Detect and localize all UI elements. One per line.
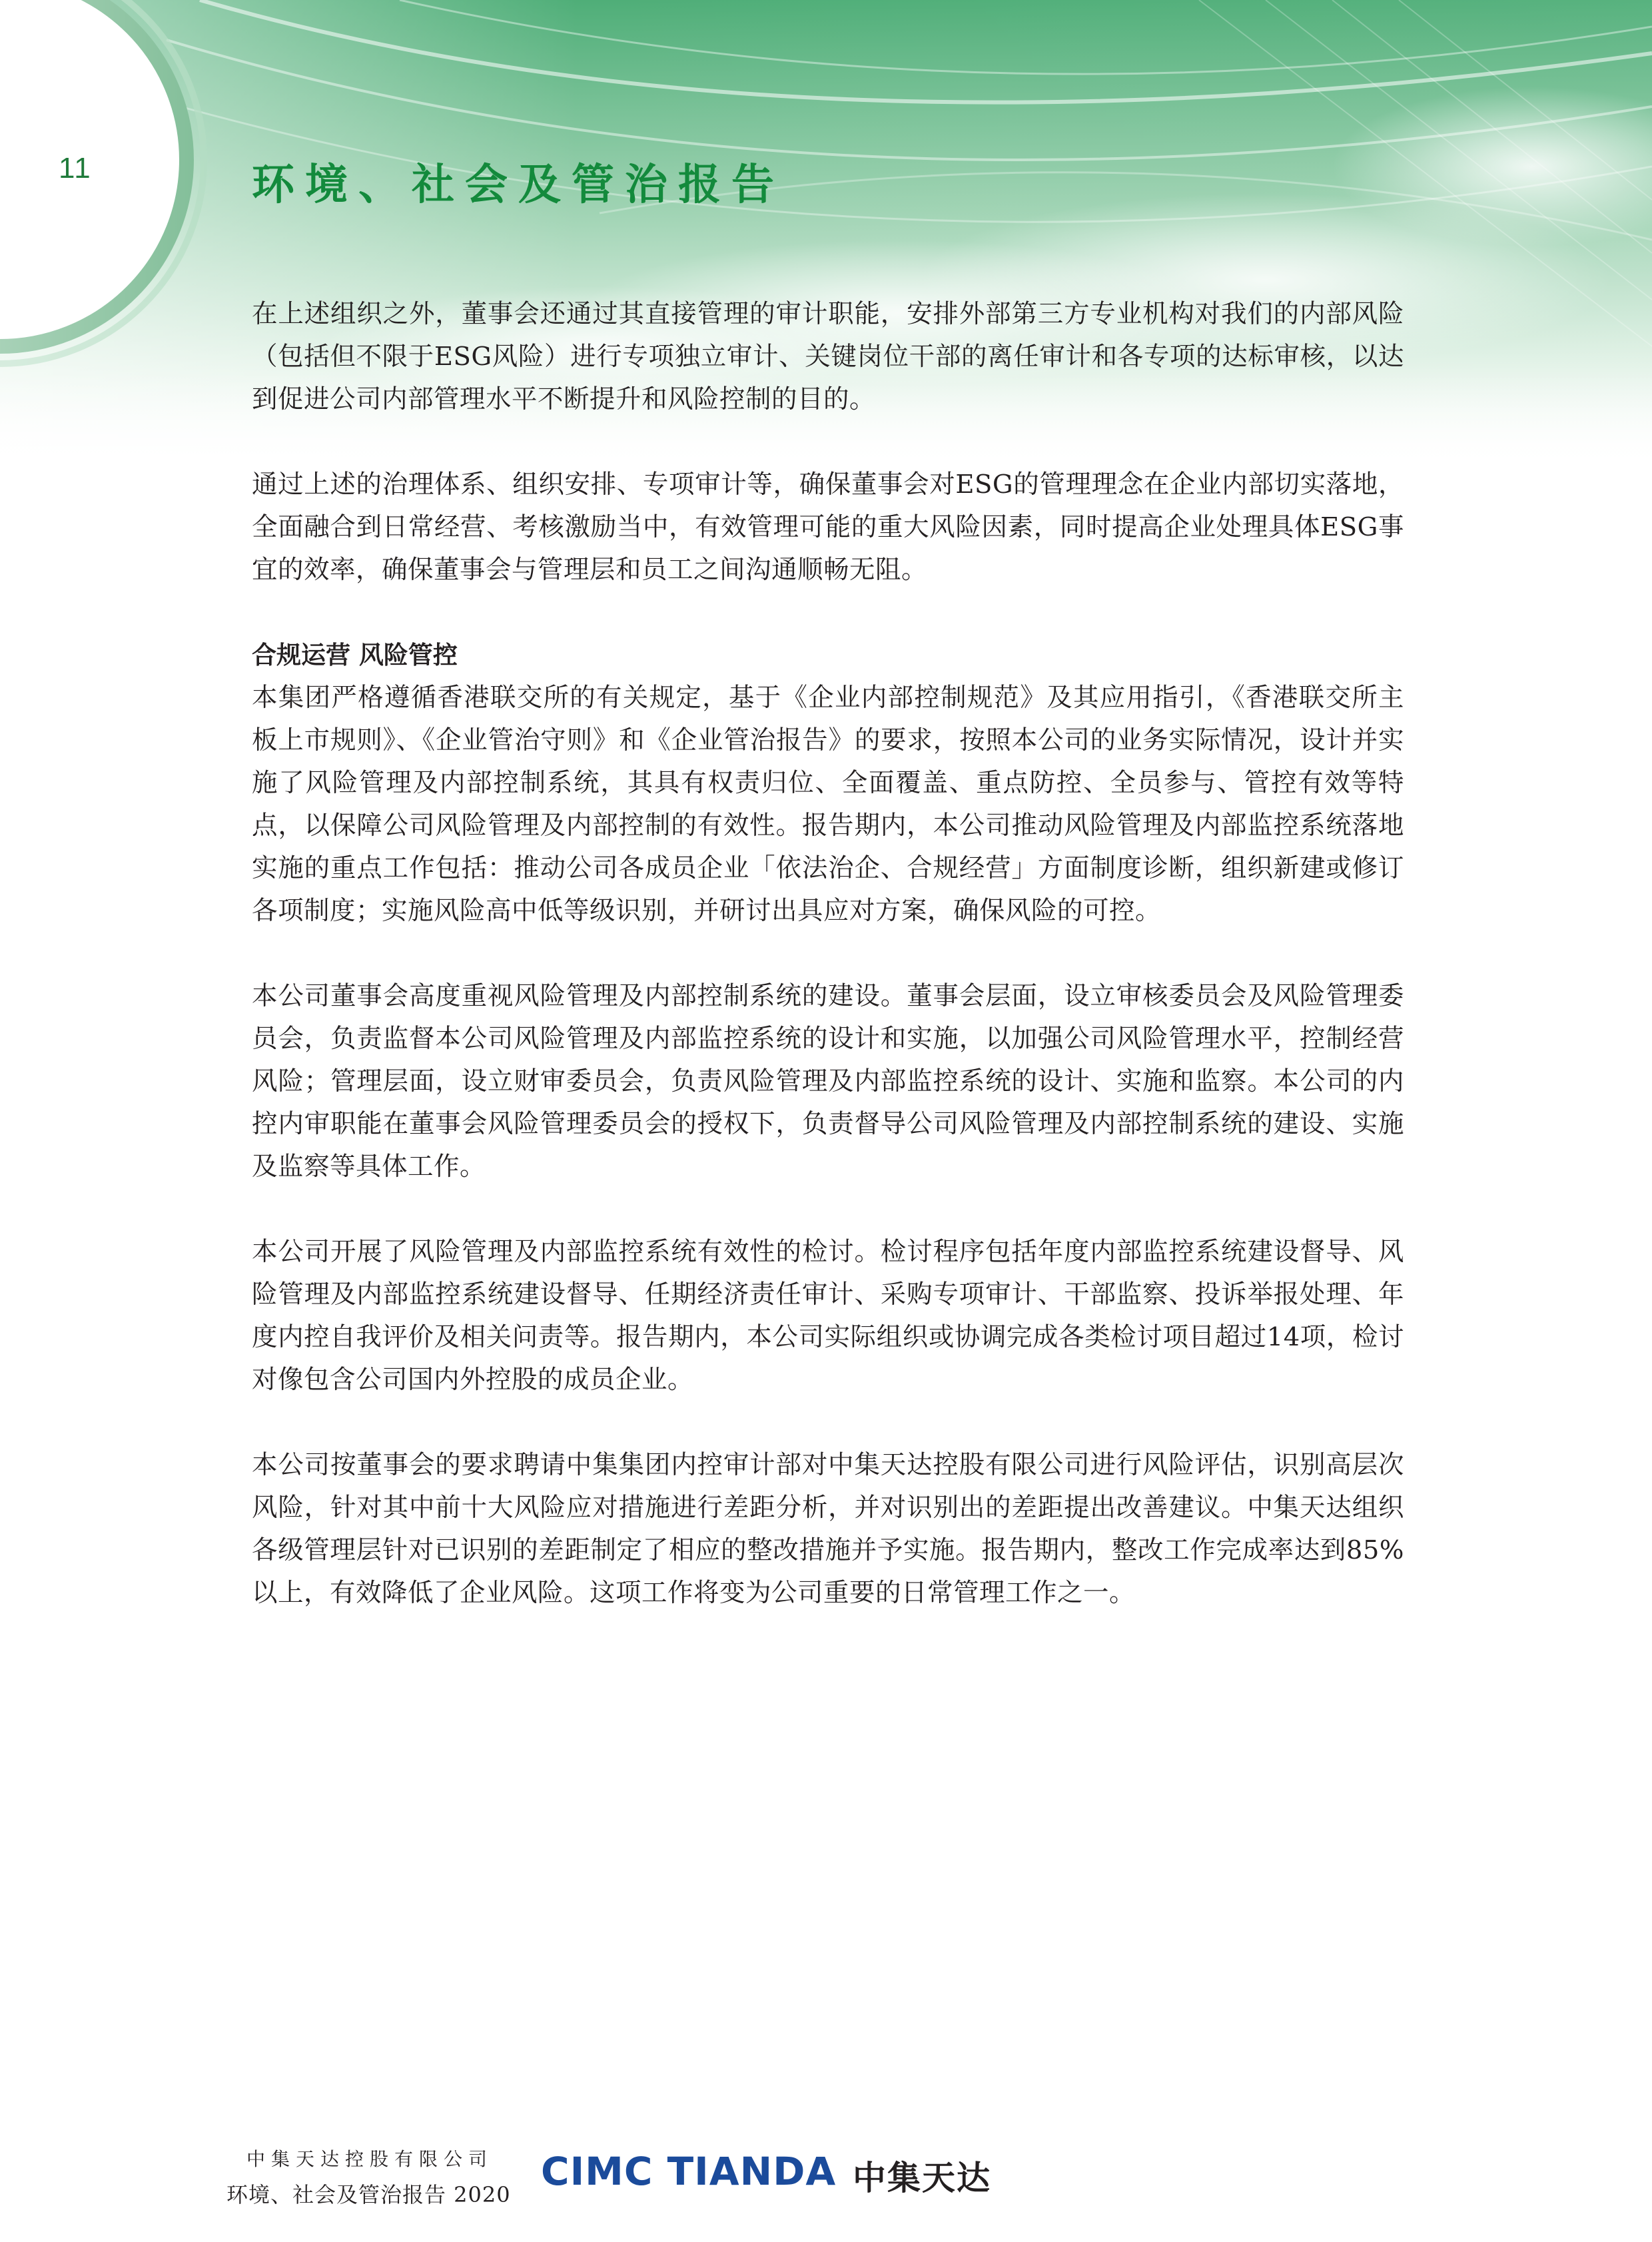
footer — [226, 2145, 1026, 2218]
body-paragraph: 本集团严格遵循香港联交所的有关规定，基于《企业内部控制规范》及其应用指引，《香港联交所主板上市规则》、《企业管治守则》和《企业管治报告》的要求，按照本公司的业务实际情况，设计并实施了风险管理及内部控制系统，其具有权责归位、全面覆盖、重点防控、全员参与、管控有效等特点，以保障公司风险管理及内部控制的有效性。报告期内，本公司推动风险管理及内部监控系统落地实施的重点工作包括：推动公司各成员企业「依法治企、合规经营」方面制度诊断，组织新建或修订各项制度；实施风险高中低等级识别，并研讨出具应对方案，确保风险的可控。 — [252, 683, 1404, 926]
body-paragraph: 在上述组织之外，董事会还通过其直接管理的审计职能，安排外部第三方专业机构对我们的内部风险（包括但不限于ESG风险）进行专项独立审计、关键岗位干部的离任审计和各专项的达标审核，以达到促进公司内部管理水平不断提升和风险控制的目的。 — [252, 299, 1404, 414]
body-paragraph: 通过上述的治理体系、组织安排、专项审计等，确保董事会对ESG的管理理念在企业内部切实落地，全面融合到日常经营、考核激励当中，有效管理可能的重大风险因素，同时提高企业处理具体ESG事宜的效率，确保董事会与管理层和员工之间沟通顺畅无阻。 — [252, 470, 1404, 585]
body-paragraph: 本公司董事会高度重视风险管理及内部控制系统的建设。董事会层面，设立审核委员会及风险管理委员会，负责监督本公司风险管理及内部监控系统的设计和实施，以加强公司风险管理水平，控制经营风险；管理层面，设立财审委员会，负责风险管理及内部监控系统的设计、实施和监察。本公司的内控内审职能在董事会风险管理委员会的授权下，负责督导公司风险管理及内部控制系统的建设、实施及监察等具体工作。 — [252, 981, 1404, 1182]
footer-report-name: 环境、社会及管治报告 2020 — [226, 2182, 511, 2207]
company-logo-text: CIMC TIANDA — [541, 2149, 837, 2194]
page-number: 11 — [59, 152, 92, 185]
body-paragraph: 本公司开展了风险管理及内部监控系统有效性的检讨。检讨程序包括年度内部监控系统建设督导、风险管理及内部监控系统建设督导、任期经济责任审计、采购专项审计、干部监察、投诉举报处理、年度内控自我评价及相关问责等。报告期内，本公司实际组织或协调完成各类检讨项目超过14项，检讨对像包含公司国内外控股的成员企业。 — [252, 1237, 1404, 1395]
body-content — [252, 293, 1404, 1657]
company-logo-chinese: 中集天达 — [853, 2159, 991, 2197]
body-paragraph: 本公司按董事会的要求聘请中集集团内控审计部对中集天达控股有限公司进行风险评估，识别高层次风险，针对其中前十大风险应对措施进行差距分析，并对识别出的差距提出改善建议。中集天达组织各级管理层针对已识别的差距制定了相应的整改措施并予实施。报告期内，整改工作完成率达到85%以上，有效降低了企业风险。这项工作将变为公司重要的日常管理工作之一。 — [252, 1450, 1404, 1608]
section-heading: 合规运营 风险管控 — [252, 641, 458, 669]
footer-company-name: 中集天达控股有限公司 — [246, 2148, 494, 2170]
page-title: 环境、社会及管治报告 — [252, 161, 785, 210]
